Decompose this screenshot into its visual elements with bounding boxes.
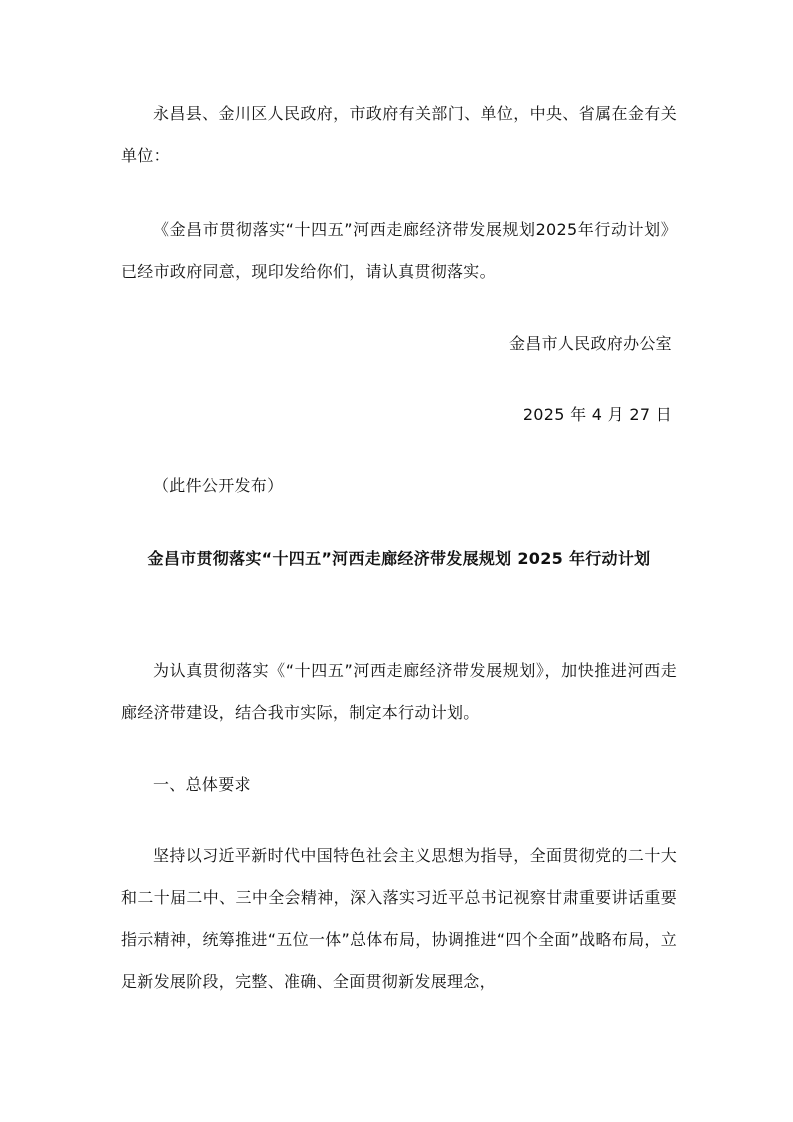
addressees-paragraph: 永昌县、金川区人民政府，市政府有关部门、单位，中央、省属在金有关单位： <box>121 104 677 165</box>
plan-title: 金昌市贯彻落实“十四五”河西走廊经济带发展规划 2025 年行动计划 <box>147 549 651 568</box>
date-line: 2025 年 4 月 27 日 <box>522 405 672 424</box>
intro-paragraph: 为认真贯彻落实《“十四五”河西走廊经济带发展规划》，加快推进河西走廊经济带建设，结合我市实际，制定本行动计划。 <box>121 661 677 722</box>
issuer-line: 金昌市人民政府办公室 <box>508 334 672 353</box>
section-body-paragraph: 坚持以习近平新时代中国特色社会主义思想为指导，全面贯彻党的二十大和二十届二中、三中全会精神，深入落实习近平总书记视察甘肃重要讲话重要指示精神，统筹推进“五位一体”总体布局，协调推进“四个全面”战略布局，立足新发展阶段，完整、准确、全面贯彻新发展理念， <box>121 846 677 991</box>
section-heading: 一、总体要求 <box>153 775 251 794</box>
publication-note: （此件公开发布） <box>153 476 284 495</box>
notice-paragraph: 《金昌市贯彻落实“十四五”河西走廊经济带发展规划2025年行动计划》已经市政府同意，现印发给你们，请认真贯彻落实。 <box>121 220 677 281</box>
